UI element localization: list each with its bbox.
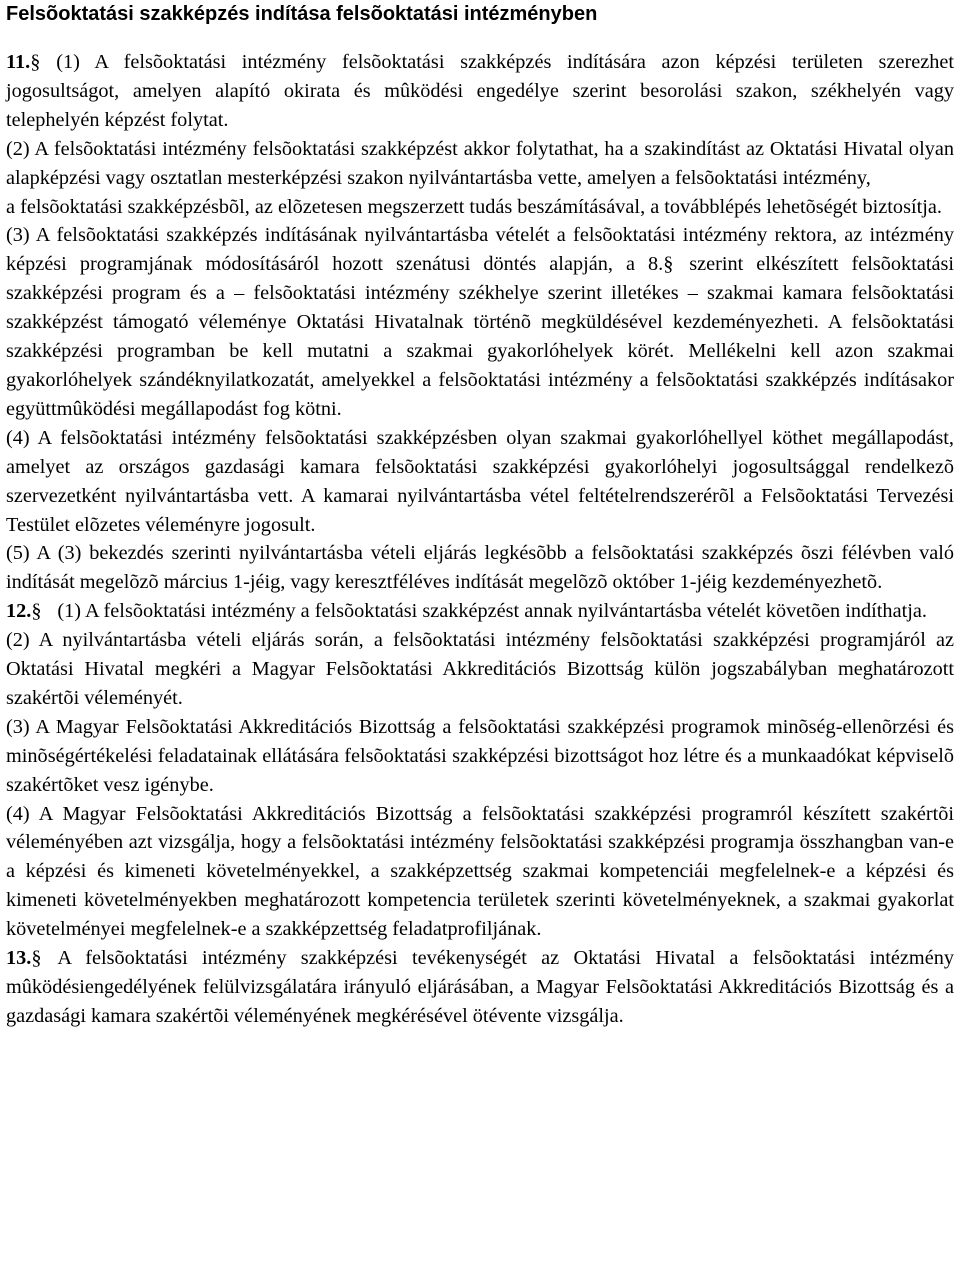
paragraph-11-4: (4) A felsõoktatási intézmény felsõoktatási szakképzésben olyan szakmai gyakorlóhellyel köthet megállapodást, amelyet az országos gazdasági kamara felsõoktatási szakképzési gyakorlóhelyi jogosultsággal rendelkezõ szervezetként nyilvántartásba vett. A kamarai nyilvántartásba vétel feltételrendszerérõl a Felsõoktatási Tervezési Testület elõzetes véleményre jogosult. [6,426,954,536]
section-sign: § [30,51,41,73]
paragraph-13 [6,944,954,1031]
section-sign: § [31,947,42,970]
paragraph-12-4: (4) A Magyar Felsõoktatási Akkreditációs Bizottság a felsõoktatási szakképzési programról készített szakértõi véleményében azt vizsgálja, hogy a felsõoktatási intézmény felsõoktatási szakképzési programja összhangban van-e a képzési és kimeneti követelményekkel, a szakképzettség szakmai kompetenciái megfelelnek-e a képzési és kimeneti követelményekben meghatározott kompetencia területek szerinti követelményeknek, a szakmai gyakorlat követelményei megfelelnek-e a szakképzettség feladatprofiljának. [6,802,954,941]
paragraph-11-5: (5) A (3) bekezdés szerinti nyilvántartásba vételi eljárás legkésõbb a felsõoktatási szakképzés õszi félévben való indítását megelõzõ március 1-jéig, vagy keresztféléves indítását megelõzõ október 1-jéig kezdeményezhetõ. [6,542,954,594]
paragraph-12-3: (3) A Magyar Felsõoktatási Akkreditációs Bizottság a felsõoktatási szakképzési programok minõség-ellenõrzési és minõségértékelési feladatainak ellátására felsõoktatási szakképzési bizottságot hoz létre és a munkaadókat képviselõ szakértõket vesz igénybe. [6,715,954,796]
section-sign: § [31,600,42,623]
paragraph-11-3 [6,221,954,423]
paragraph-11-1 [6,48,954,135]
paragraph-text: (1) A felsõoktatási intézmény felsõoktatási szakképzés indítására azon képzési területen szerezhet jogosultságot, amelyen alapító okirata és mûködési engedélye szerint besorolási szakon, székhelyén vagy telephelyén képzést folytat. [6,51,954,131]
document-title: Felsõoktatási szakképzés indítása felsõoktatási intézményben [6,3,598,25]
section-number-13: 13. [6,947,32,970]
section-number-11: 11. [6,51,31,73]
section-sign: § [663,253,674,276]
paragraph-text: (1) A felsõoktatási intézmény a felsõoktatási szakképzést annak nyilvántartásba vételét követõen indíthatja. [57,600,927,623]
paragraph-12-1 [6,597,954,626]
paragraph-text: (3) A felsõoktatási szakképzés indításának nyilvántartásba vételét a felsõoktatási intézmény rektora, az intézmény képzési programjának módosításáról hozott szenátusi döntés alapján, a 8. [6,224,954,276]
paragraph-12-2: (2) A nyilvántartásba vételi eljárás során, a felsõoktatási intézmény felsõoktatási szakképzési programjáról az Oktatási Hivatal megkéri a Magyar Felsõoktatási Akkreditációs Bizottság külön jogszabályban meghatározott szakértõi véleményét. [6,629,954,709]
paragraph-11-2-continued: a felsõoktatási szakképzésbõl, az elõzetesen megszerzett tudás beszámításával, a továbblépés lehetõségét biztosítja. [6,195,942,218]
paragraph-text: A felsõoktatási intézmény szakképzési tevékenységét az Oktatási Hivatal a felsõoktatási intézmény mûködésiengedélyének felülvizsgálatára irányuló eljárásában, a Magyar Felsõoktatási Akkreditációs Bizottság és a gazdasági kamara szakértõi véleményének megkérésével ötévente vizsgálja. [6,947,954,1027]
section-number-12: 12. [6,600,32,623]
paragraph-text-continued: szerint elkészített felsõoktatási szakképzési program és a – felsõoktatási intézmény székhelye szerint illetékes – szakmai kamara felsõoktatási szakképzést támogató véleménye Oktatási Hivatalnak történõ megküldésével kezdeményezheti. A felsõoktatási szakképzési programban be kell mutatni a szakmai gyakorlóhelyek körét. Mellékelni kell azon szakmai gyakorlóhelyek szándéknyilatkozatát, amelyekkel a felsõoktatási intézmény a felsõoktatási szakképzés indításakor együttmûködési megállapodást fog kötni. [6,253,954,420]
document-page [6,0,954,1031]
paragraph-11-2: (2) A felsõoktatási intézmény felsõoktatási szakképzést akkor folytathat, ha a szakindítást az Oktatási Hivatal olyan alapképzési vagy osztatlan mesterképzési szakon nyilvántartásba vette, amelyen a felsõoktatási intézmény, [6,137,954,189]
